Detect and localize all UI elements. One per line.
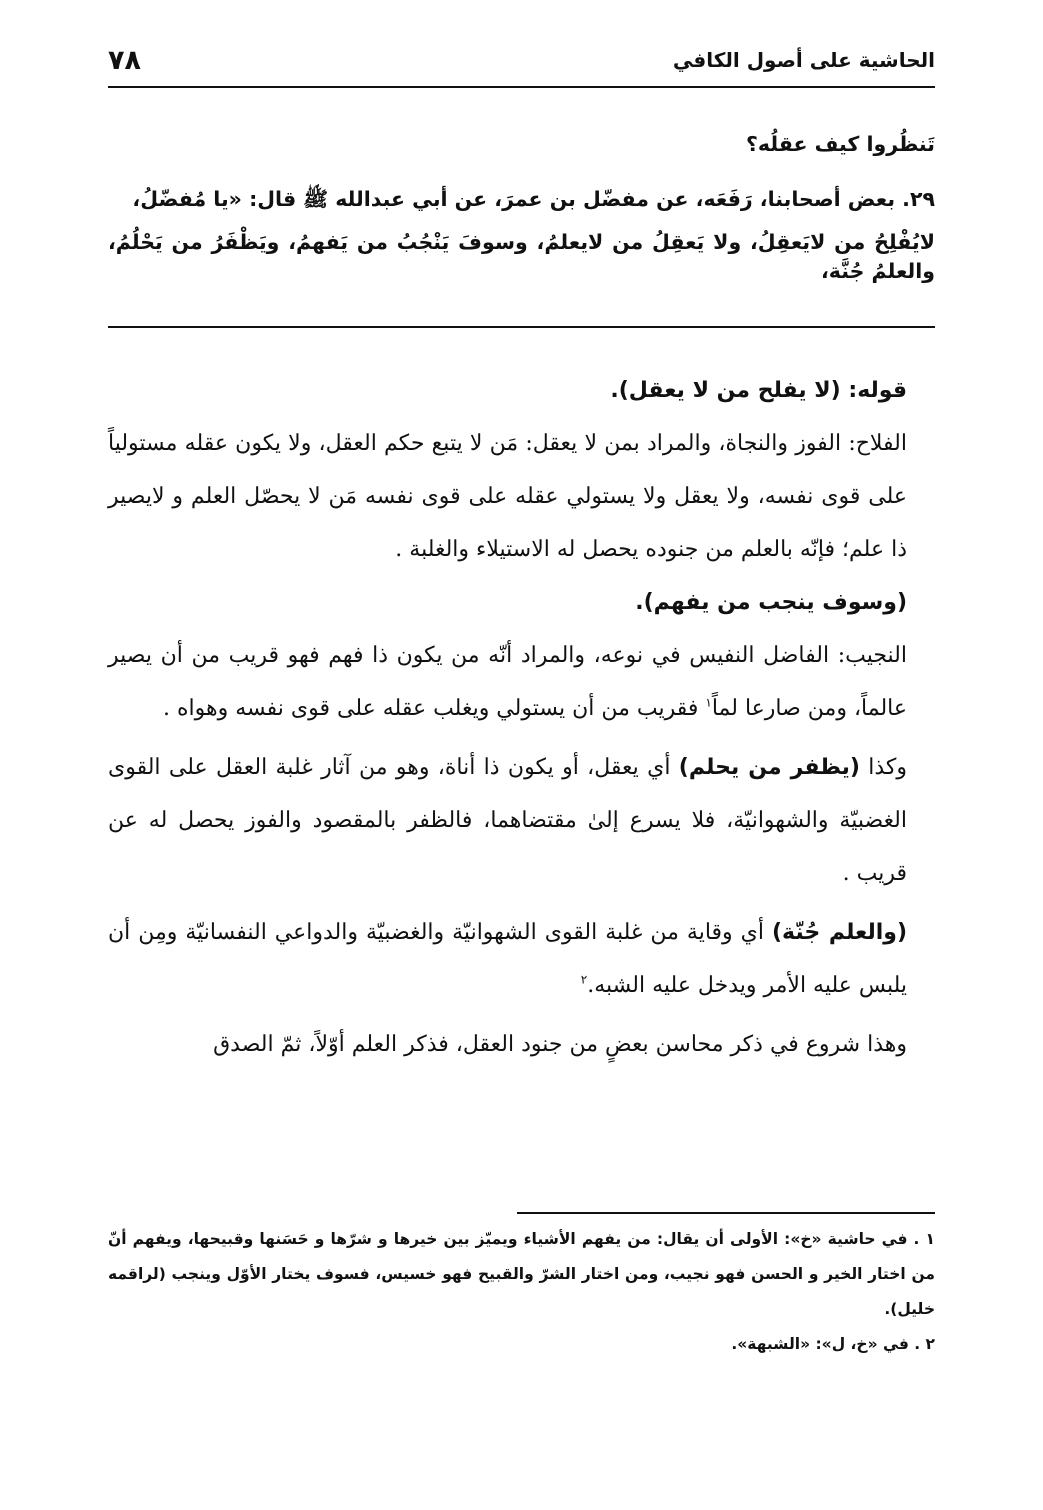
lemma-inline-3: (يظفر من يحلم) (678, 755, 860, 780)
text-separator-rule (108, 326, 935, 328)
lemma-heading-1: قوله: (لا يفلح من لا يعقل). (610, 378, 907, 403)
footnotes (108, 1222, 935, 1362)
lemma-inline-4: (والعلم جُنّة) (771, 920, 908, 945)
commentary-paragraph-3 (108, 741, 935, 900)
footnote-marker-2[interactable]: ٢ (580, 972, 588, 987)
header-rule (108, 86, 935, 88)
hadith-line-2: لايُفْلِحُ من لايَعقِلُ، ولا يَعقِلُ من لايعلمُ، وسوفَ يَنْجُبُ من يَفهمُ، ويَظْفَرُ من يَحْلُمُ، والعلمُ جُنَّة، (108, 230, 935, 283)
paragraph-3-text-b: أي يعقل، أو يكون ذا أناة، وهو من آثار غلبة العقل على القوى الغضبيّة والشهوانيّة، فلا يسرع إلىٰ مقتضاهما، فالظفر بالمقصود والفوز يحصل له عن قريب . (108, 755, 907, 886)
footnote-marker-1[interactable]: ١ (705, 695, 712, 710)
paragraph-4-text: أي وقاية من غلبة القوى الشهوانيّة والغضبيّة والدواعي النفسانيّة ومِن أن يلبس عليه الأمر ويدخل عليه الشبه. (108, 920, 907, 998)
commentary-paragraph-1: الفلاح: الفوز والنجاة، والمراد بمن لا يعقل: مَن لا يتبع حكم العقل، ولا يكون عقله مستولياً على قوى نفسه، ولا يعقل ولا يستولي عقله على قوى نفسه مَن لا يحصّل العلم و لايصير ذا علم؛ فإنّه بالعلم من جنوده يحصل له الاستيلاء والغلبة . (108, 431, 907, 562)
commentary-paragraph-4 (108, 906, 935, 1012)
footnote-rule (517, 1212, 935, 1214)
paragraph-2-text-a: النجيب: الفاضل النفيس في نوعه، والمراد أنّه من يكون ذا فهم فهو قريب من أن يصير عالماً، ومن صارعا لماً (108, 643, 907, 721)
commentary-paragraph-5: وهذا شروع في ذكر محاسن بعضٍ من جنود العقل، فذكر العلم أوّلاً، ثمّ الصدق (213, 1032, 907, 1057)
paragraph-3-text-a: وكذا (859, 755, 908, 780)
page-number: ٧٨ (108, 44, 141, 76)
lemma-heading-2: (وسوف ينجب من يفهم). (635, 590, 907, 615)
commentary-paragraph-2 (108, 629, 935, 735)
hadith-line-1: ٢٩. بعض أصحابنا، رَفَعَه، عن مفضّل بن عمرَ، عن أبي عبدالله ﷺ قال: «يا مُفضّلُ، (132, 187, 935, 211)
running-title: الحاشية على أصول الكافي (672, 48, 935, 72)
hadith-text (108, 130, 935, 286)
paragraph-2-text-b: فقريب من أن يستولي ويغلب عقله على قوى نفسه وهواه . (163, 696, 706, 721)
footnote-1: ١ . في حاشية «خ»: الأولى أن يقال: من يفهم الأشياء ويميّز بين خيرها و شرّها و حَسَنها وقبيحها، ويفهم أنّ من اختار الخير و الحسن فهو نجيب، ومن اختار الشرّ والقبيح فهو خسيس، فسوف يختار الأوّل وينجب (لراقمه خليل). (108, 1230, 935, 1318)
page-header (108, 38, 935, 82)
footnote-2: ٢ . في «خ، ل»: «الشبهة». (731, 1335, 935, 1353)
hadith-continuation: تَنظُروا كيف عقلُه؟ (746, 132, 935, 156)
commentary (108, 364, 935, 1071)
